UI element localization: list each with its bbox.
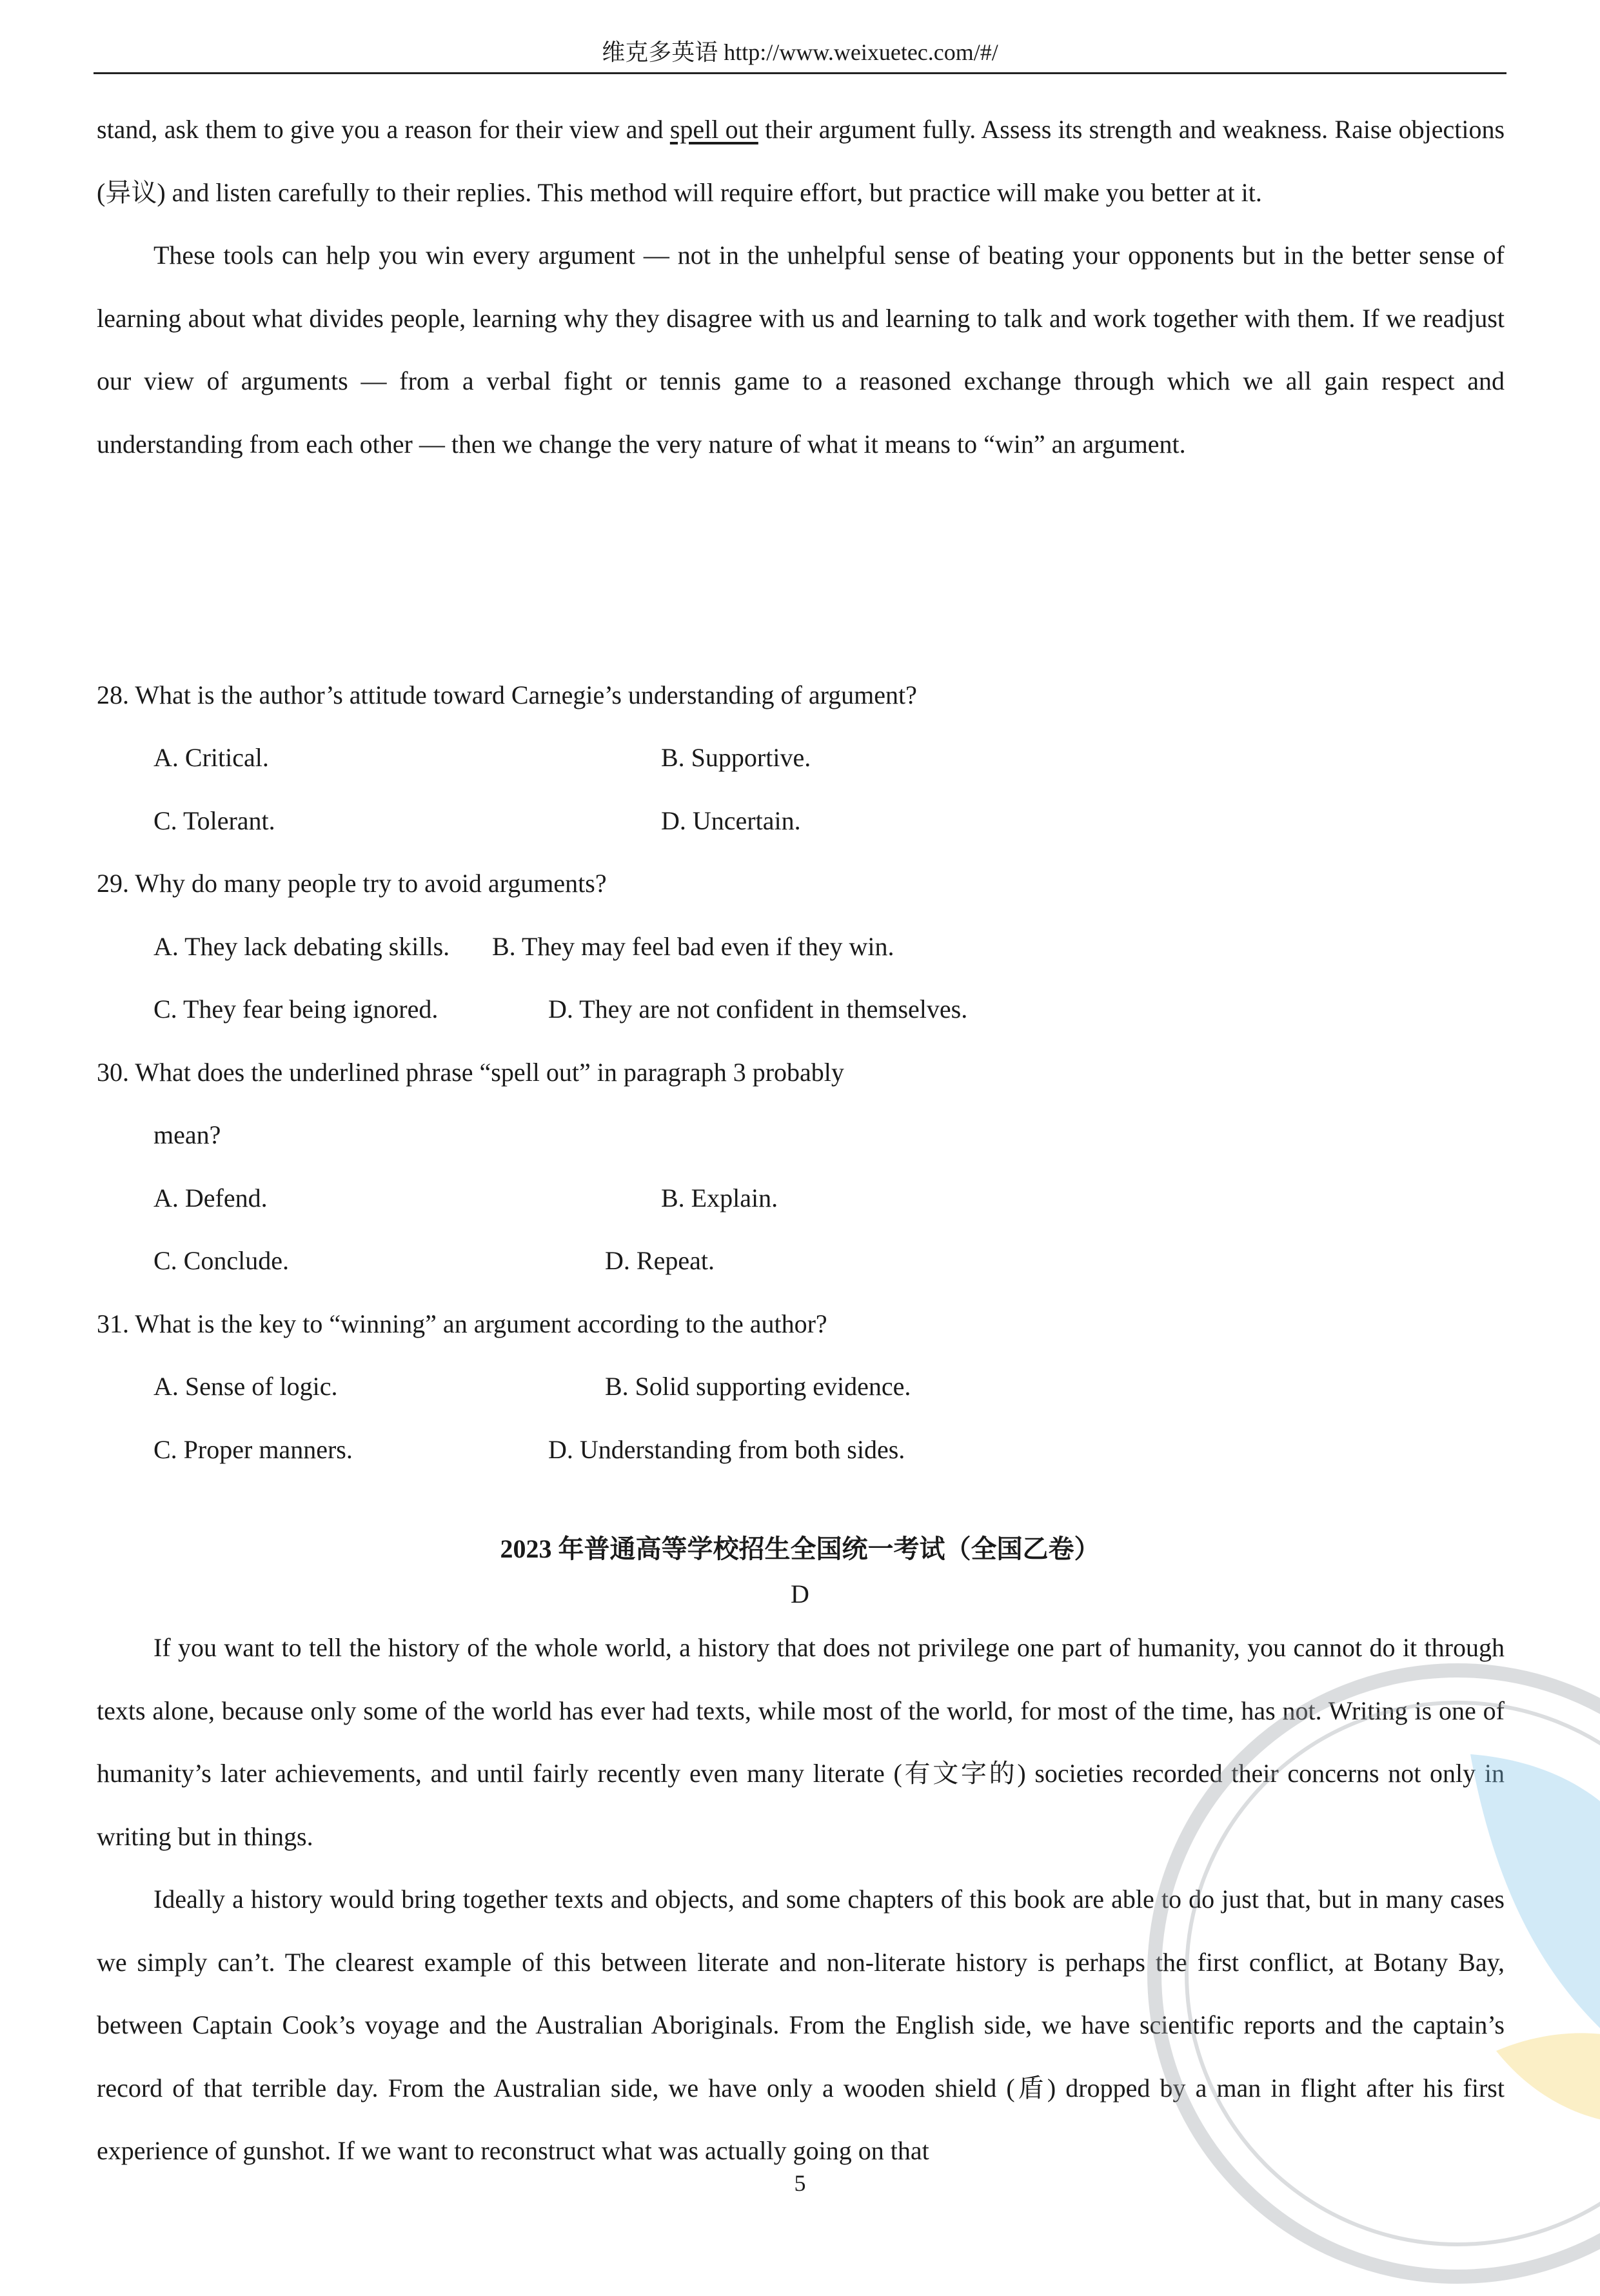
- header-divider: [94, 72, 1506, 74]
- question-30-option-d: D. Repeat.: [605, 1246, 715, 1275]
- question-29-stem: 29. Why do many people try to avoid arguments?: [97, 869, 607, 898]
- question-31-option-d: D. Understanding from both sides.: [548, 1435, 905, 1464]
- question-30-option-b: B. Explain.: [661, 1183, 778, 1212]
- passage-d-paragraph-1: If you want to tell the history of the whole world, a history that does not privilege one part of humanity, you cannot do it through texts alone, because only some of the world has ever had texts, while most of the world, for most of the time, has not. Writing is one of humanity’s later achievements, and until fairly recently even many literate (有文字的) societies recorded their concerns not only in writing but in things.: [97, 1633, 1505, 1851]
- passage-d: [97, 1616, 1505, 2182]
- question-29-option-a: A. They lack debating skills.: [153, 932, 450, 961]
- question-28-option-c: C. Tolerant.: [153, 806, 275, 835]
- page-header: 维克多英语 http://www.weixuetec.com/#/: [602, 39, 998, 65]
- question-29-option-c: C. They fear being ignored.: [153, 995, 439, 1024]
- question-30-stem: 30. What does the underlined phrase “spell out” in paragraph 3 probably: [97, 1058, 844, 1087]
- question-28-option-b: B. Supportive.: [661, 743, 811, 772]
- question-28-stem: 28. What is the author’s attitude toward Carnegie’s understanding of argument?: [97, 680, 917, 709]
- question-29-option-d: D. They are not confident in themselves.: [548, 995, 968, 1024]
- question-30-stem-continued: mean?: [153, 1120, 221, 1149]
- question-30-option-a: A. Defend.: [153, 1183, 268, 1212]
- passage-d-paragraph-2: Ideally a history would bring together texts and objects, and some chapters of this book are able to do just that, but in many cases we simply can’t. The clearest example of this between literate and non-literate history is perhaps the first conflict, at Botany Bay, between Captain Cook’s voyage and the Australian Aboriginals. From the English side, we have scientific reports and the captain’s record of that terrible day. From the Australian side, we have only a wooden shield (盾) dropped by a man in flight after his first experience of gunshot. If we want to reconstruct what was actually going on that: [97, 1885, 1505, 2165]
- question-29-option-b: B. They may feel bad even if they win.: [492, 932, 894, 961]
- question-31-option-c: C. Proper manners.: [153, 1435, 353, 1464]
- passage-c-p1-end: their argument fully. Assess its strength and weakness. Raise objections (异议) and listen carefully to their replies. This method will require effort, but practice will make you better at it.: [97, 115, 1505, 207]
- question-30-option-c: C. Conclude.: [153, 1246, 289, 1275]
- passage-c-paragraph-1: [97, 98, 1505, 224]
- question-28-option-a: A. Critical.: [153, 743, 269, 772]
- underlined-phrase: spell out: [669, 115, 758, 144]
- exam-title: 2023 年普通高等学校招生全国统一考试（全国乙卷）: [500, 1534, 1100, 1563]
- page-number: 5: [794, 2170, 806, 2196]
- section-label: D: [791, 1579, 809, 1608]
- question-31-option-b: B. Solid supporting evidence.: [605, 1372, 911, 1401]
- question-31-stem: 31. What is the key to “winning” an argument according to the author?: [97, 1309, 827, 1338]
- passage-c-paragraph-2: These tools can help you win every argument — not in the unhelpful sense of beating your opponents but in the better sense of learning about what divides people, learning why they disagree with us and learning to talk and work together with them. If we readjust our view of arguments — from a verbal fight or tennis game to a reasoned exchange through which we all gain respect and understanding from each other — then we change the very nature of what it means to “win” an argument.: [97, 241, 1505, 459]
- question-28-option-d: D. Uncertain.: [661, 806, 801, 835]
- question-31-option-a: A. Sense of logic.: [153, 1372, 338, 1401]
- passage-c-p1-start: stand, ask them to give you a reason for their view and: [97, 115, 670, 144]
- passage-c: [97, 98, 1505, 475]
